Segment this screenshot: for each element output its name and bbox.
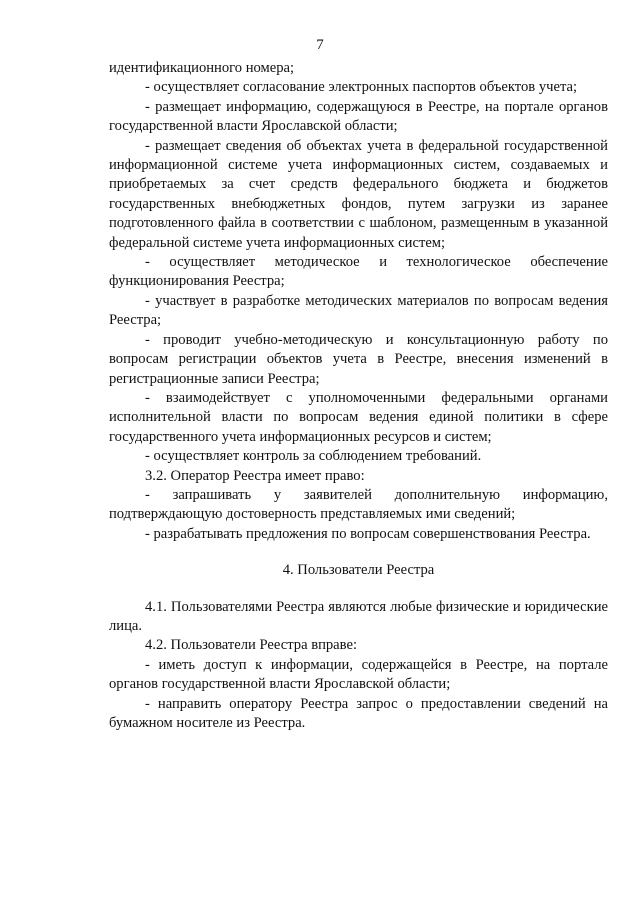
list-item-methodical-support: - осуществляет методическое и технологическое обеспечение функционирования Реестра; xyxy=(109,254,608,290)
list-item-federal-system: - размещает сведения об объектах учета в федеральной государственной информационной системе учета информационных систем, создаваемых и приобретаемых за счет средств федерального бюджета и бюджетов государственных внебюджетных фондов, путем загрузки из заранее подготовленного файла в соответствии с шаблоном, размещенным в указанной федеральной системе учета информационных систем; xyxy=(109,137,608,251)
document-body xyxy=(109,59,608,733)
list-item-portal: - размещает информацию, содержащуюся в Реестре, на портале органов государственной власти Ярославской области; xyxy=(109,98,608,135)
clause-4-1: 4.1. Пользователями Реестра являются любые физические и юридические лица. xyxy=(109,598,608,634)
list-item-control: - осуществляет контроль за соблюдением требований. xyxy=(145,448,482,465)
list-item-request-info: - запрашивать у заявителей дополнительную информацию, подтверждающую достоверность представляемых ими сведений; xyxy=(109,486,608,523)
list-item-interaction: - взаимодействует с уполномоченными федеральными органами исполнительной власти по вопросам ведения единой политики в сфере государственного учета информационных ресурсов и систем; xyxy=(109,389,608,445)
list-item-proposals: - разрабатывать предложения по вопросам совершенствования Реестра. xyxy=(145,525,591,542)
section-heading: 4. Пользователи Реестра xyxy=(282,562,435,579)
list-item-paper-request: - направить оператору Реестра запрос о предоставлении сведений на бумажном носителе из Реестра. xyxy=(109,695,608,731)
clause-3-2: 3.2. Оператор Реестра имеет право: xyxy=(145,467,365,484)
list-item-access: - иметь доступ к информации, содержащейся в Реестре, на портале органов государственной власти Ярославской области; xyxy=(109,656,608,693)
list-item-training: - проводит учебно-методическую и консультационную работу по вопросам регистрации объектов учета в Реестре, внесения изменений в регистрационные записи Реестра; xyxy=(109,331,608,387)
page-number: 7 xyxy=(316,37,324,53)
paragraph-continuation: идентификационного номера; xyxy=(109,60,295,76)
list-item-methodical-materials: - участвует в разработке методических материалов по вопросам ведения Реестра; xyxy=(109,292,608,329)
list-item-passports: - осуществляет согласование электронных паспортов объектов учета; xyxy=(145,79,578,96)
clause-4-2: 4.2. Пользователи Реестра вправе: xyxy=(145,637,358,654)
